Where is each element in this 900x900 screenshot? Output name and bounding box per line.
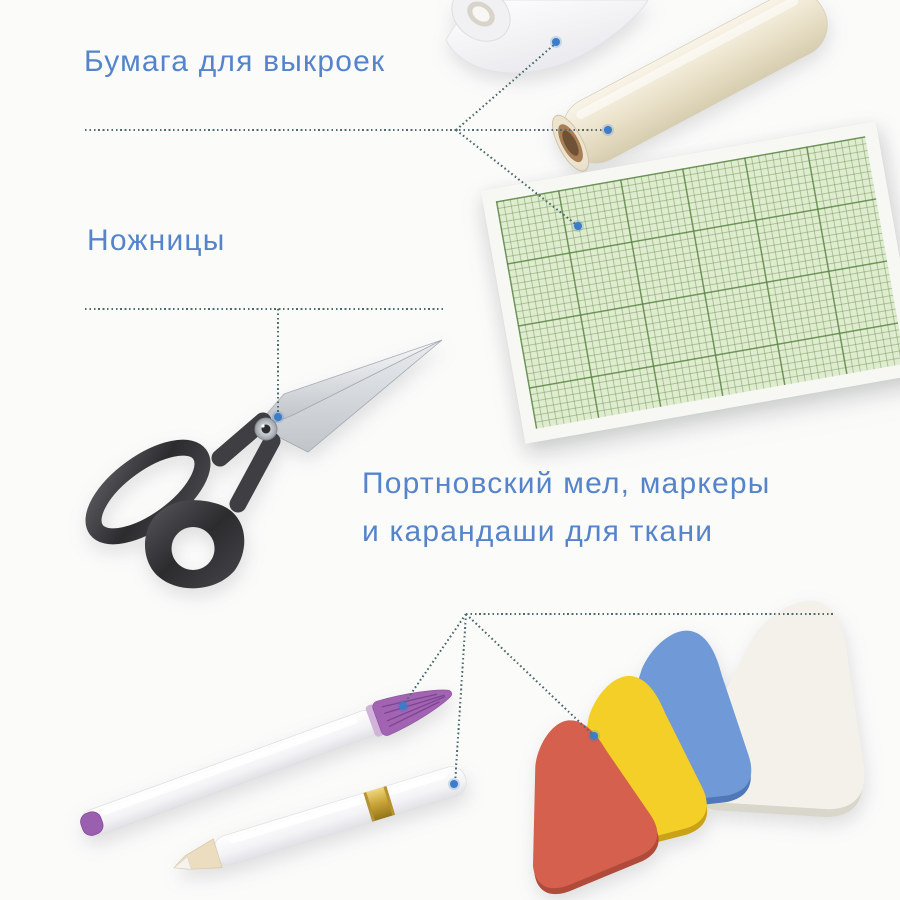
label-chalk-markers-line1: Портновский мел, маркеры [362,467,771,500]
label-pattern-paper-text: Бумага для выкроек [84,45,386,78]
label-chalk-markers [362,460,771,556]
leader-scissors-horizontal [85,308,445,310]
leader-chalk-horizontal [466,613,835,615]
fabric-pencil-photo [145,755,490,895]
label-scissors-text: Ножницы [87,224,226,257]
label-chalk-markers-line2: и карандаши для ткани [362,515,714,548]
endpoint-kraft-roll [604,126,612,134]
endpoint-pencil [450,780,458,788]
endpoint-marker-pen [399,702,407,710]
endpoint-scissors [274,413,282,421]
leader-paper-horizontal [85,129,608,131]
endpoint-grid-sheet [574,222,582,230]
endpoint-tissue-roll [552,38,560,46]
leader-scissors-vertical [277,309,279,415]
grid-surface [496,136,900,429]
label-pattern-paper [84,38,385,86]
label-scissors [87,217,226,265]
endpoint-chalk [590,732,598,740]
tailor-chalk-set-photo [490,600,900,900]
